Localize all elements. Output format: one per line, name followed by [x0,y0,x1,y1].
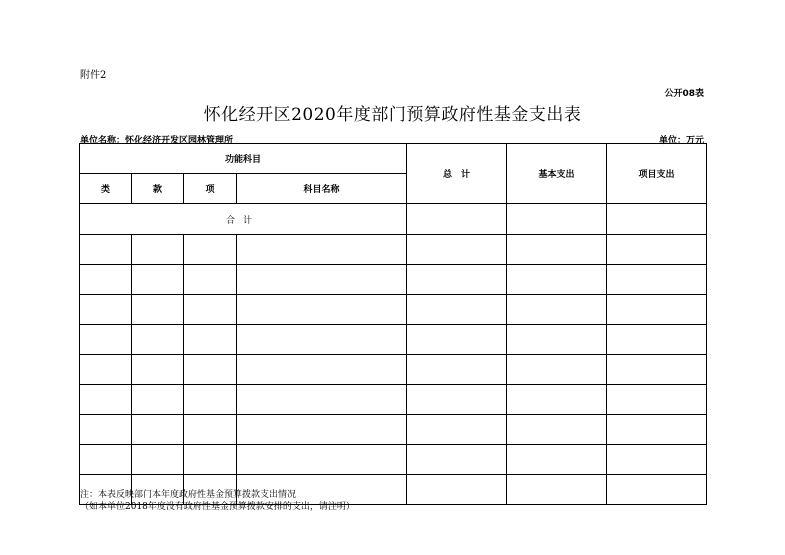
table-cell [132,445,184,475]
class-header: 类 [80,174,132,204]
table-cell [132,235,184,265]
table-cell [237,235,407,265]
table-row [80,295,707,325]
table-cell [184,235,237,265]
table-cell [184,415,237,445]
table-cell [607,385,707,415]
item-header: 款 [132,174,184,204]
table-cell [237,385,407,415]
table-cell [132,295,184,325]
table-cell [80,265,132,295]
table-cell [507,325,607,355]
form-number: 公开08表 [664,89,704,99]
table-cell [132,325,184,355]
table-cell [407,265,507,295]
budget-table [79,143,707,505]
table-cell [80,235,132,265]
table-cell [407,295,507,325]
table-cell [407,355,507,385]
page-title: 怀化经开区2020年度部门预算政府性基金支出表 [203,105,582,125]
table-cell [607,235,707,265]
table-cell [407,475,507,505]
table-cell [80,325,132,355]
table-cell [132,265,184,295]
project-cell [607,204,707,235]
table-cell [507,295,607,325]
table-cell [407,385,507,415]
table-cell [507,385,607,415]
table-row [80,415,707,445]
function-subject-header: 功能科目 [80,144,407,174]
table-cell [607,265,707,295]
table-cell [407,415,507,445]
subitem-header: 项 [184,174,237,204]
table-cell [184,265,237,295]
table-row [80,235,707,265]
table-cell [237,355,407,385]
table-cell [184,445,237,475]
table-cell [507,475,607,505]
table-cell [237,325,407,355]
table-cell [607,415,707,445]
table-row [80,445,707,475]
table-cell [237,415,407,445]
table-cell [184,385,237,415]
table-row [80,325,707,355]
note-line-1: 注：本表反映部门本年度政府性基金预算拨款支出情况 [80,490,297,500]
table-cell [80,445,132,475]
table-cell [132,415,184,445]
table-cell [407,235,507,265]
table-cell [407,325,507,355]
table-cell [407,445,507,475]
table-cell [184,295,237,325]
basic-cell [507,204,607,235]
basic-expense-header: 基本支出 [507,144,607,204]
table-cell [507,445,607,475]
table-cell [132,355,184,385]
table-row [80,385,707,415]
table-cell [237,445,407,475]
unit-measure: 单位：万元 [658,136,704,146]
table-cell [132,385,184,415]
table-cell [507,235,607,265]
table-row [80,265,707,295]
table-cell [607,295,707,325]
table-row [80,355,707,385]
table-cell [607,325,707,355]
table-cell [607,355,707,385]
subject-name-header: 科目名称 [237,174,407,204]
table-cell [80,415,132,445]
table-cell [607,475,707,505]
table-cell [507,415,607,445]
table-cell [507,355,607,385]
table-cell [80,295,132,325]
total-cell [407,204,507,235]
table-cell [80,355,132,385]
unit-name: 单位名称：怀化经济开发区园林管理所 [80,136,234,146]
table-cell [237,295,407,325]
total-row-label: 合计 [80,204,407,235]
attachment-label: 附件2 [80,70,107,81]
table-cell [607,445,707,475]
table-cell [184,355,237,385]
table-cell [80,385,132,415]
table-cell [507,265,607,295]
table-cell [184,325,237,355]
table-cell [237,265,407,295]
total-header: 总 计 [407,144,507,204]
project-expense-header: 项目支出 [607,144,707,204]
note-line-2: （如本单位2018年度没有政府性基金预算拨款安排的支出，请注明） [80,502,355,512]
